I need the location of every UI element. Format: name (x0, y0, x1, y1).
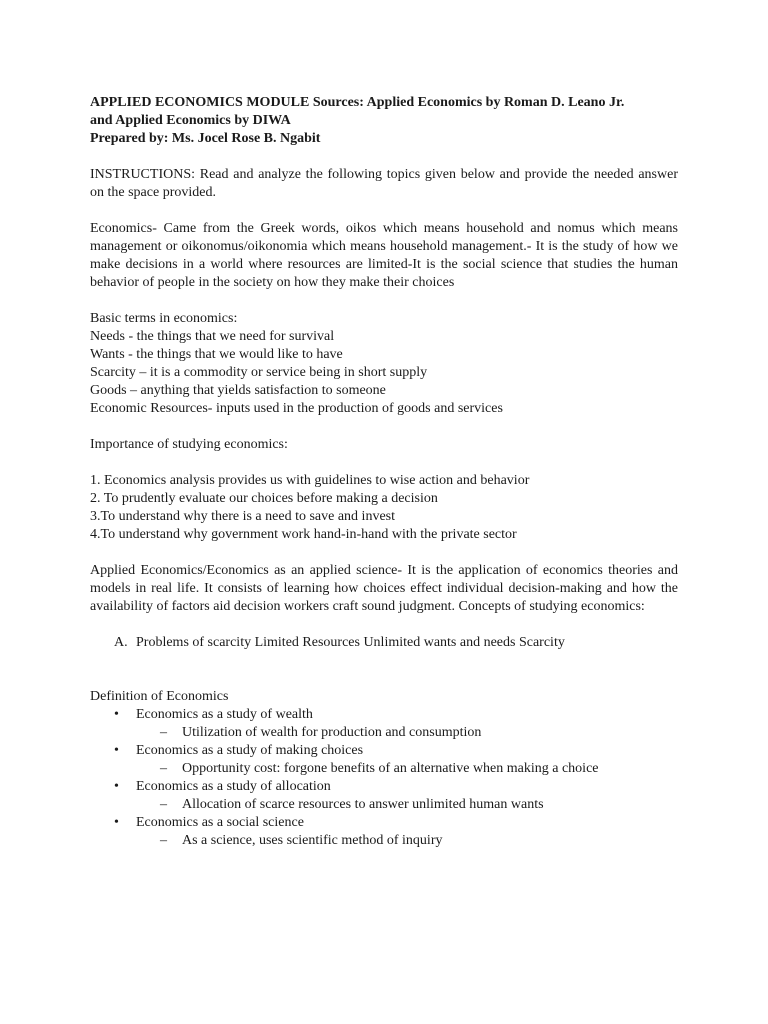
definition-subitem (90, 832, 678, 850)
dash-icon: – (160, 725, 167, 740)
definition-subitem-text: As a science, uses scientific method of inquiry (182, 833, 443, 848)
definition-subitem-text: Allocation of scarce resources to answer unlimited human wants (182, 797, 544, 812)
definition-subitem-text: Opportunity cost: forgone benefits of an alternative when making a choice (182, 761, 599, 776)
definition-item-text: Economics as a social science (136, 815, 304, 830)
definition-subitem (90, 796, 678, 814)
concept-a-text: Problems of scarcity Limited Resources Unlimited wants and needs Scarcity (136, 635, 565, 650)
basic-terms-section (90, 310, 678, 418)
concept-a-marker: A. (114, 635, 128, 650)
economics-definition-paragraph: Economics- Came from the Greek words, oikos which means household and nomus which means management or oikonomus/oikonomia which means household management.- It is the study of how we make decisions in a world where resources are limited-It is the social science that studies the human behavior of people in the society on how they make their choices (90, 221, 678, 290)
definition-item-text: Economics as a study of making choices (136, 743, 364, 758)
dash-icon: – (160, 761, 167, 776)
dash-icon: – (160, 797, 167, 812)
header-line-2: and Applied Economics by DIWA (90, 113, 291, 128)
applied-economics-paragraph: Applied Economics/Economics as an applied science- It is the application of economics theories and models in real life. It consists of learning how choices effect individual decision-making and how the availability of factors aid decision workers craft sound judgment. Concepts of studying economics: (90, 563, 678, 614)
definition-subitem (90, 724, 678, 742)
header-line-3: Prepared by: Ms. Jocel Rose B. Ngabit (90, 131, 321, 146)
definition-title: Definition of Economics (90, 689, 229, 704)
bullet-icon: • (114, 815, 119, 830)
term-goods: Goods – anything that yields satisfaction to someone (90, 383, 386, 398)
term-economic-resources: Economic Resources- inputs used in the production of goods and services (90, 401, 503, 416)
concept-a-item (90, 634, 678, 652)
definition-item (90, 814, 678, 832)
importance-title: Importance of studying economics: (90, 437, 288, 452)
definition-item (90, 706, 678, 724)
dash-icon: – (160, 833, 167, 848)
header-line-1: APPLIED ECONOMICS MODULE Sources: Applied Economics by Roman D. Leano Jr. (90, 95, 625, 110)
instructions-paragraph: INSTRUCTIONS: Read and analyze the following topics given below and provide the needed answer on the space provided. (90, 167, 678, 200)
definition-item-text: Economics as a study of wealth (136, 707, 313, 722)
term-scarcity: Scarcity – it is a commodity or service being in short supply (90, 365, 428, 380)
term-wants: Wants - the things that we would like to have (90, 347, 343, 362)
definition-list (90, 706, 678, 850)
term-needs: Needs - the things that we need for survival (90, 329, 335, 344)
importance-item-4: 4.To understand why government work hand-in-hand with the private sector (90, 527, 517, 542)
definition-item-text: Economics as a study of allocation (136, 779, 331, 794)
bullet-icon: • (114, 707, 119, 722)
bullet-icon: • (114, 743, 119, 758)
bullet-icon: • (114, 779, 119, 794)
basic-terms-title: Basic terms in economics: (90, 311, 238, 326)
importance-item-1: 1. Economics analysis provides us with guidelines to wise action and behavior (90, 473, 530, 488)
importance-list (90, 472, 678, 544)
definition-item (90, 778, 678, 796)
definition-item (90, 742, 678, 760)
importance-item-3: 3.To understand why there is a need to save and invest (90, 509, 395, 524)
definition-subitem (90, 760, 678, 778)
module-header (90, 94, 678, 148)
importance-item-2: 2. To prudently evaluate our choices before making a decision (90, 491, 438, 506)
definition-subitem-text: Utilization of wealth for production and consumption (182, 725, 482, 740)
